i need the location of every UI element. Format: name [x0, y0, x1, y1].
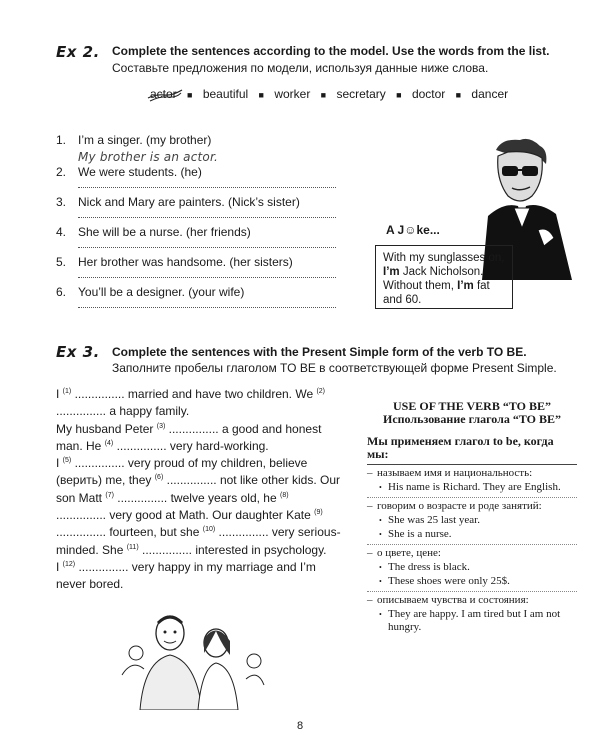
ex2-subtitle: Составьте предложения по модели, используя данные ниже слова.: [112, 61, 489, 75]
ex2-item-1: [56, 133, 346, 147]
ex3-subtitle: Заполните пробелы глаголом TO BE в соответствующей форме Present Simple.: [112, 361, 557, 375]
paragraph-text: ............... very serious-minded. She: [56, 525, 341, 557]
joke-label: A J☺ke...: [386, 223, 440, 237]
paragraph-text: ............... not like other kids. Our son Matt: [56, 473, 341, 505]
joke-im-2: I’m: [453, 280, 474, 292]
ex3-label: Ex 3.: [56, 343, 100, 361]
item-text: Her brother was handsome. (her sisters): [78, 255, 293, 269]
rule-text: описываем чувства и состояния:: [377, 594, 529, 606]
family-illustration: [118, 605, 268, 710]
blank-number: (5): [62, 457, 72, 465]
ex2-item-6: [56, 285, 346, 299]
example-text: She is a nurse.: [388, 528, 452, 540]
blank-number: (2): [316, 388, 326, 395]
ex2-item-4: [56, 225, 346, 239]
joke-line-3: [383, 279, 505, 293]
grammar-example: • These shoes were only 25$.: [379, 575, 510, 587]
grammar-example: • She is a nurse.: [379, 528, 452, 540]
item-text: Nick and Mary are painters. (Nick’s sister): [78, 195, 300, 209]
answer-line-2[interactable]: [78, 187, 336, 188]
model-answer: My brother is an actor.: [78, 150, 219, 164]
answer-line-4[interactable]: [78, 247, 336, 248]
word-beautiful: beautiful: [202, 87, 249, 101]
blank-number: (6): [154, 474, 164, 482]
item-number: 2.: [56, 165, 67, 179]
ex3-title: Complete the sentences with the Present Simple form of the verb TO BE.: [112, 345, 527, 359]
divider: [367, 497, 577, 498]
example-text: They are happy. I am tired but I am not hungry.: [388, 608, 561, 633]
grammar-intro: Мы применяем глагол to be, когда мы:: [367, 434, 554, 461]
item-number: 1.: [56, 133, 67, 147]
paragraph-text: ............... very proud of my children, believe (верить) me, they: [56, 456, 308, 488]
joke-fat: fat: [473, 280, 490, 292]
joke-line-2: [383, 265, 505, 279]
grammar-example: • They are happy. I am tired but I am not hungry.: [379, 608, 577, 634]
ex2-item-2: [56, 165, 346, 179]
item-number: 3.: [56, 195, 67, 209]
blank-number: (9): [314, 509, 323, 517]
blank-number: (12): [62, 560, 76, 568]
item-text: I’m a singer. (my brother): [78, 133, 212, 147]
joke-im: I’m: [383, 266, 400, 278]
separator-4: ■: [396, 89, 402, 100]
example-text: The dress is black.: [388, 561, 470, 573]
separator-2: ■: [258, 89, 264, 100]
paragraph-text: I: [56, 456, 63, 471]
separator-3: ■: [320, 89, 327, 100]
word-list: [150, 87, 508, 101]
paragraph-text: ............... very happy in my marriage and I’m never bored.: [56, 559, 316, 592]
word-dancer: dancer: [471, 87, 509, 101]
item-text: You’ll be a designer. (your wife): [78, 285, 245, 299]
word-actor: actor: [150, 87, 177, 101]
word-actor-crossed: [150, 87, 177, 101]
example-text: She was 25 last year.: [388, 514, 480, 526]
paragraph-text: ............... fourteen, but she: [56, 525, 203, 540]
rule-text: называем имя и национальность:: [377, 467, 533, 479]
item-text: We were students. (he): [78, 165, 202, 179]
rule-text: говорим о возрасте и роде занятий:: [377, 500, 542, 512]
paragraph-text: I: [56, 387, 63, 401]
joke-line-4: and 60.: [383, 294, 422, 306]
blank-number: (11): [126, 543, 139, 551]
word-secretary: secretary: [336, 87, 386, 101]
divider: [367, 544, 577, 545]
item-number: 6.: [56, 285, 67, 299]
joke-line-1: With my sunglasses on,: [383, 252, 505, 264]
joke-without: Without them,: [383, 280, 454, 292]
paragraph-text: ............... a good and honest man. He: [56, 421, 322, 453]
rule-text: о цвете, цене:: [377, 547, 441, 559]
grammar-rule-1: – называем имя и национальность:: [367, 467, 533, 479]
page-number: 8: [296, 720, 304, 732]
blank-number: (3): [156, 422, 166, 430]
to-be-grammar-box: [367, 400, 577, 634]
grammar-title: USE OF THE VERB “TO BE”: [393, 399, 551, 413]
joke-name: Jack Nicholson.: [399, 266, 484, 278]
paragraph-text: ............... twelve years old, he: [113, 490, 280, 505]
grammar-example: • The dress is black.: [379, 561, 470, 573]
grammar-rule-3: – о цвете, цене:: [367, 547, 441, 559]
joke-box: [375, 245, 513, 309]
paragraph-text: ............... married and have two children. We: [71, 387, 317, 401]
blank-number: (1): [62, 388, 72, 395]
divider: [367, 591, 577, 592]
answer-line-6[interactable]: [78, 307, 336, 308]
paragraph-text: I: [56, 559, 63, 574]
ex3-paragraph: [56, 386, 341, 594]
ex2-title: Complete the sentences according to the model. Use the words from the list.: [112, 44, 550, 58]
example-text: His name is Richard. They are English.: [388, 481, 561, 493]
separator-5: ■: [455, 89, 462, 100]
blank-number: (7): [105, 491, 114, 499]
word-worker: worker: [274, 87, 311, 101]
example-text: These shoes were only 25$.: [388, 575, 510, 587]
blank-number: (8): [280, 491, 289, 499]
paragraph-text: ............... very good at Math. Our daughter Kate: [56, 508, 315, 523]
blank-number: (10): [202, 526, 216, 534]
item-number: 4.: [56, 225, 67, 239]
grammar-example: • His name is Richard. They are English.: [379, 481, 561, 493]
grammar-example: • She was 25 last year.: [379, 514, 480, 526]
paragraph-text: ............... a happy family.: [56, 404, 190, 419]
ex2-item-3: [56, 195, 346, 209]
strikethrough-scribble: [146, 84, 184, 106]
answer-line-5[interactable]: [78, 277, 336, 278]
item-number: 5.: [56, 255, 67, 269]
paragraph-text: ............... very hard-working.: [113, 438, 269, 453]
answer-line-3[interactable]: [78, 217, 336, 218]
grammar-rule-2: – говорим о возрасте и роде занятий:: [367, 500, 542, 512]
paragraph-text: My husband Peter: [56, 421, 157, 436]
item-text: She will be a nurse. (her friends): [78, 225, 251, 239]
grammar-rule-4: – описываем чувства и состояния:: [367, 594, 529, 606]
word-doctor: doctor: [411, 87, 446, 101]
ex2-label: Ex 2.: [56, 43, 100, 61]
paragraph-text: ............... interested in psychology.: [138, 542, 327, 557]
separator-1: ■: [187, 89, 193, 100]
ex2-item-5: [56, 255, 346, 269]
grammar-rule-divider: [367, 464, 577, 465]
grammar-title-ru: Использование глагола “TO BE”: [382, 412, 561, 426]
blank-number: (4): [104, 439, 114, 447]
